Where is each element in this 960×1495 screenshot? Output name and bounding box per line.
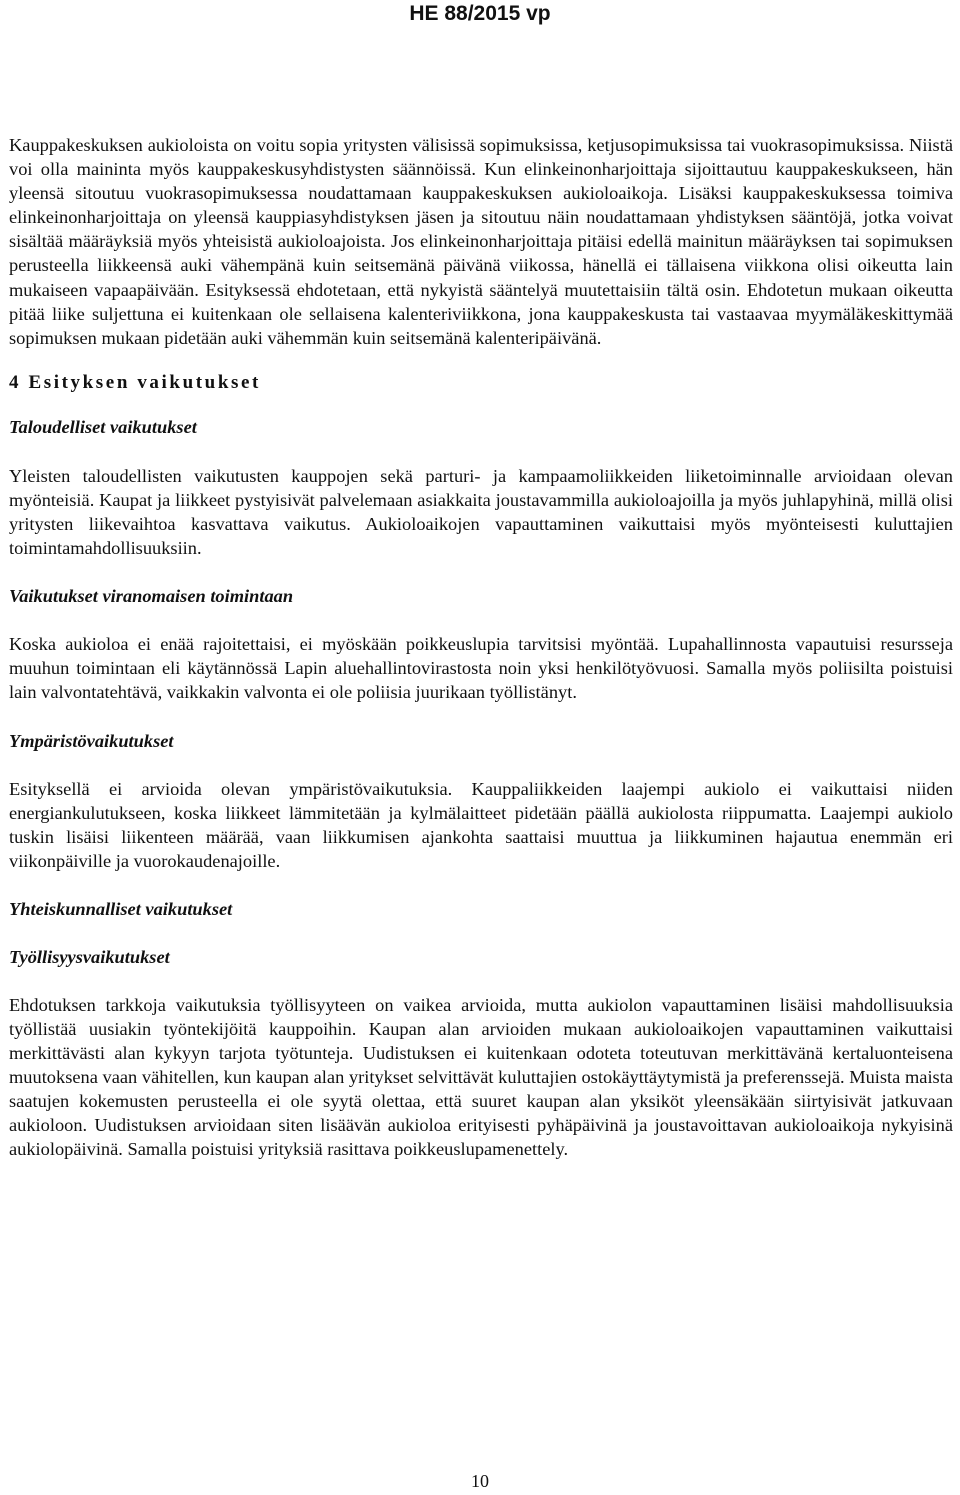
paragraph-employment-impacts: Ehdotuksen tarkkoja vaikutuksia työllisyyteen on vaikea arvioida, mutta aukiolon vapauttaminen lisäisi mahdollisuuksia työllistää uusiakin työntekijöitä kauppoihin. Kaupan alan arvioiden mukaan aukioloaikojen vapauttaminen vaikuttaisi merkittävästi alan kykyyn tarjota työtunteja. Uudistuksen ei kuitenkaan odoteta toteutuvan merkittävänä kertaluonteisena muutoksena vaan vähitellen, kun kaupan alan yritykset selvittävät kuluttajien ostokäyttäytymistä ja preferenssejä. Muista maista saatujen kokemusten perusteella ei ole syytä olettaa, että suuret kaupan alan yksiköt yleensäkään siirtyisivät jatkuvaan aukioloon. Uudistuksen arvioidaan siten lisäävän aukioloa erityisesti pyhäpäivinä ja joustavoittavan aukioloaikoja nykyisinä aukiolopäivinä. Samalla poistuisi yrityksiä rasittava poikkeuslupamenettely. bbox=[9, 994, 953, 1160]
paragraph-shopping-centre-hours: Kauppakeskuksen aukioloista on voitu sopia yritysten välisissä sopimuksissa, ketjusopimuksissa tai vuokrasopimuksissa. Niistä voi olla maininta myös kauppakeskusyhdistysten säännöissä. Kun elinkeinonharjoittaja sijoittautuu kauppakeskukseen, hän yleensä sitoutuu vuokrasopimuksessa noudattamaan kauppakeskuksen aukioloaikoja. Lisäksi kauppakeskuksessa toimiva elinkeinonharjoittaja on yleensä kauppiasyhdistyksen jäsen ja sitoutuu näin noudattamaan yhdistyksen sääntöjä, jotka voivat sisältää määräyksiä myös yhteisistä aukioloajoista. Jos elinkeinonharjoittaja pitäisi edellä mainitun määräyksen tai sopimuksen perusteella liikkeensä auki vähempänä kuin seitsemänä päivänä viikossa, hänellä ei tällaisena viikkona olisi oikeutta lain mukaiseen vapaapäivään. Esityksessä ehdotetaan, että nykyistä sääntelyä muutettaisiin tältä osin. Ehdotetun mukaan oikeutta pitää liike suljettuna ei kuitenkaan ole sellaisena kalenteriviikkona, jona kauppakeskusta tai vastaavaa myymäläkeskittymää sopimuksen mukaan pidetään auki vähemmän kuin seitsemänä kalenteripäivänä. bbox=[9, 135, 953, 348]
subheading-employment-impacts: Työllisyysvaikutukset bbox=[9, 946, 170, 967]
subheading-societal-impacts: Yhteiskunnalliset vaikutukset bbox=[9, 898, 233, 919]
document-header: HE 88/2015 vp bbox=[409, 2, 551, 25]
paragraph-economic-impacts: Yleisten taloudellisten vaikutusten kauppojen sekä parturi- ja kampaamoliikkeiden liiketoiminnalle arvioidaan olevan myönteisiä. Kaupat ja liikkeet pystyisivät palvelemaan asiakkaita joustavammilla aukioloajoilla ja myös juhlapyhinä, millä olisi yritysten liikevaihtoa kasvattava vaikutus. Aukioloaikojen vapauttaminen vaikuttaisi myös myönteisesti kuluttajien toimintamahdollisuuksiin. bbox=[9, 465, 953, 559]
subheading-authority-impacts: Vaikutukset viranomaisen toimintaan bbox=[9, 586, 294, 607]
paragraph-authority-impacts: Koska aukioloa ei enää rajoitettaisi, ei myöskään poikkeuslupia tarvitsisi myöntää. Lupahallinnosta vapautuisi resursseja muuhun toimintaan eli käytännössä Lapin aluehallintovirastosta noin yksi henkilötyövuosi. Samalla myös poliisilta poistuisi lain valvontatehtävä, vaikkakin valvonta ei ole poliisia juurikaan työllistänyt. bbox=[9, 634, 953, 703]
section-heading: 4 Esityksen vaikutukset bbox=[9, 371, 261, 393]
paragraph-environmental-impacts: Esityksellä ei arvioida olevan ympäristövaikutuksia. Kauppaliikkeiden laajempi aukiolo ei vaikuttaisi niiden energiankulutukseen, koska liikkeet lämmitetään ja kylmälaitteet pidetään päällä aukiolosta riippumatta. Laajempi aukiolo tuskin lisäisi liikenteen määrää, vaan liikkumisen ajankohta saattaisi muuttua ja liikkuminen hajautua enemmän eri viikonpäiville ja vuorokaudenajoille. bbox=[9, 778, 953, 871]
subheading-environmental-impacts: Ympäristövaikutukset bbox=[9, 730, 174, 751]
document-body bbox=[9, 133, 953, 1162]
page-number: 10 bbox=[471, 1471, 489, 1491]
subheading-economic-impacts: Taloudelliset vaikutukset bbox=[9, 416, 197, 437]
